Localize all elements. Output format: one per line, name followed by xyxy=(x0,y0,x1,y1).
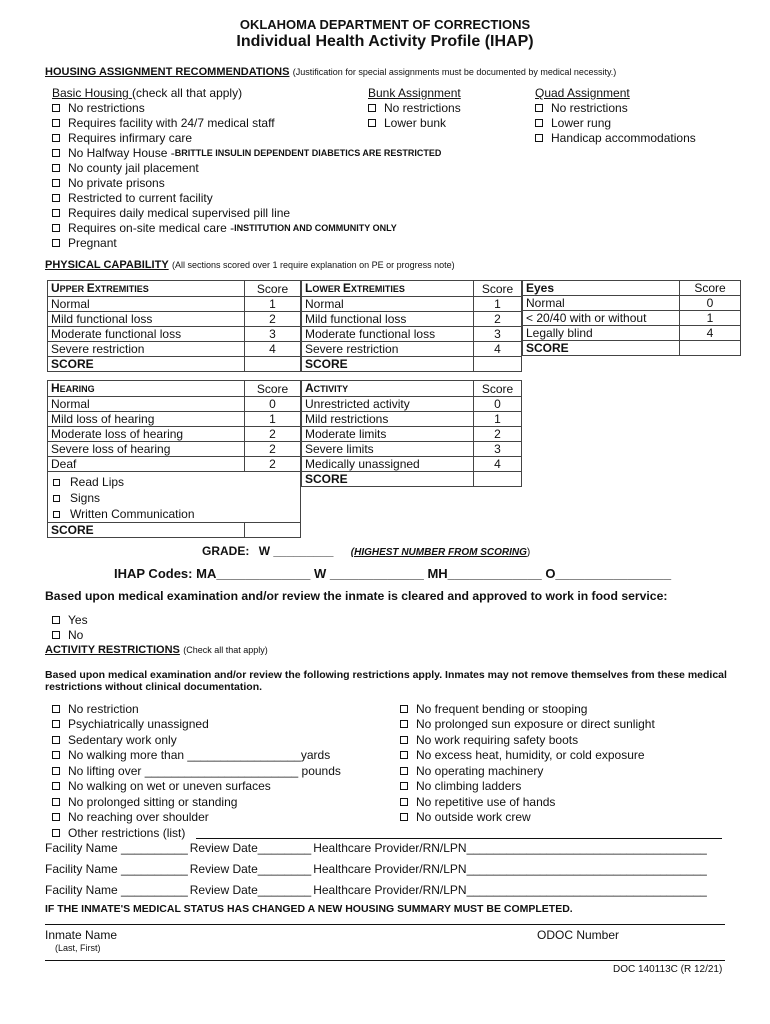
food-service-option xyxy=(52,612,88,627)
activity-row xyxy=(302,457,522,472)
checkbox[interactable] xyxy=(52,104,60,112)
row-score: 2 xyxy=(474,312,522,327)
basic-housing-option xyxy=(52,235,441,250)
checkbox-label: No county jail placement xyxy=(68,160,199,175)
food-service-options xyxy=(52,612,88,642)
checkbox[interactable] xyxy=(400,720,408,728)
hearing-row xyxy=(48,397,301,412)
checkbox-label: No frequent bending or stooping xyxy=(416,701,588,716)
checkbox[interactable] xyxy=(52,720,60,728)
row-score: 4 xyxy=(474,457,522,472)
checkbox[interactable] xyxy=(52,782,60,790)
row-score: 3 xyxy=(474,327,522,342)
bunk-option xyxy=(368,100,461,115)
row-label: Normal xyxy=(48,397,245,412)
checkbox-label: Read Lips xyxy=(70,475,125,489)
upper-score-cell[interactable] xyxy=(245,357,301,372)
checkbox-label: No walking on wet or uneven surfaces xyxy=(68,779,271,794)
restriction-option xyxy=(52,794,341,810)
quad-option xyxy=(535,115,696,130)
score-header: Score xyxy=(474,281,522,297)
checkbox-label: No restrictions xyxy=(384,100,461,115)
checkbox[interactable] xyxy=(535,119,543,127)
row-score: 2 xyxy=(245,442,301,457)
eyes-header: Eyes xyxy=(523,281,680,296)
facility-name-field[interactable]: Facility Name __________ xyxy=(45,841,188,855)
row-score: 2 xyxy=(245,427,301,442)
restrictions-right-list xyxy=(400,701,655,825)
checkbox[interactable] xyxy=(52,705,60,713)
row-label: Moderate loss of hearing xyxy=(48,427,245,442)
row-score: 0 xyxy=(680,296,741,311)
checkbox-label: No restrictions xyxy=(551,100,628,115)
checkbox[interactable] xyxy=(53,511,60,518)
eyes-row xyxy=(523,311,741,326)
checkbox-label: No outside work crew xyxy=(416,810,531,825)
row-score: 1 xyxy=(680,311,741,326)
basic-housing-option xyxy=(52,160,441,175)
score-header: Score xyxy=(245,281,301,297)
checkbox-note: INSTITUTION AND COMMUNITY ONLY xyxy=(234,222,397,233)
review-row xyxy=(45,883,707,897)
checkbox[interactable] xyxy=(52,224,60,232)
eyes-table xyxy=(522,280,741,356)
checkbox-label: Lower rung xyxy=(551,115,612,130)
row-label: Severe restriction xyxy=(302,342,474,357)
checkbox[interactable] xyxy=(52,798,60,806)
lower-score-cell[interactable] xyxy=(474,357,522,372)
restriction-option xyxy=(400,717,655,733)
basic-housing-option xyxy=(52,190,441,205)
checkbox[interactable] xyxy=(400,767,408,775)
restriction-option xyxy=(52,779,341,795)
review-date-field[interactable]: Review Date________ xyxy=(189,862,312,876)
restriction-option xyxy=(52,717,341,733)
restriction-option xyxy=(400,732,655,748)
checkbox[interactable] xyxy=(52,149,60,157)
inmate-name-label: Inmate Name xyxy=(45,928,118,942)
row-label: Medically unassigned xyxy=(302,457,474,472)
row-label: Mild loss of hearing xyxy=(48,412,245,427)
o-code-field[interactable]: O________________ xyxy=(545,566,672,581)
bunk-option xyxy=(368,115,461,130)
eyes-row xyxy=(523,326,741,341)
housing-note: (Justification for special assignments must be documented by medical necessity.) xyxy=(292,67,617,77)
activity-row xyxy=(302,427,522,442)
checkbox[interactable] xyxy=(52,134,60,142)
checkbox-label: Written Communication xyxy=(70,507,195,521)
activity-header: ACTIVITY xyxy=(302,381,474,397)
row-label: Severe limits xyxy=(302,442,474,457)
row-label: Normal xyxy=(523,296,680,311)
w-code-field[interactable]: W _____________ xyxy=(313,566,424,581)
checkbox[interactable] xyxy=(535,104,543,112)
physical-note: (All sections scored over 1 require explanation on PE or progress note) xyxy=(172,260,455,270)
food-service-option xyxy=(52,627,88,642)
row-score: 4 xyxy=(474,342,522,357)
checkbox-label: Sedentary work only xyxy=(68,732,177,747)
divider xyxy=(45,924,725,925)
checkbox-label: Requires infirmary care xyxy=(68,130,193,145)
checkbox[interactable] xyxy=(400,751,408,759)
facility-name-field[interactable]: Facility Name __________ xyxy=(45,883,188,897)
checkbox-label: Signs xyxy=(70,491,101,505)
row-label: Legally blind xyxy=(523,326,680,341)
row-label: Moderate limits xyxy=(302,427,474,442)
hearing-score-total: SCORE xyxy=(48,523,245,538)
housing-title: HOUSING ASSIGNMENT RECOMMENDATIONS xyxy=(45,66,290,78)
checkbox-label: No restrictions xyxy=(68,100,145,115)
row-score: 3 xyxy=(474,442,522,457)
hearing-score-cell[interactable] xyxy=(245,523,301,538)
grade-line xyxy=(202,544,530,558)
hearing-row xyxy=(48,457,301,472)
row-score: 1 xyxy=(474,412,522,427)
checkbox-label: No private prisons xyxy=(68,175,165,190)
restriction-option xyxy=(400,763,655,779)
checkbox[interactable] xyxy=(52,194,60,202)
row-score: 1 xyxy=(245,412,301,427)
checkbox-label: No excess heat, humidity, or cold exposure xyxy=(416,748,645,763)
activity-row xyxy=(302,397,522,412)
upper-extremities-row xyxy=(48,297,301,312)
upper-extremities-row xyxy=(48,342,301,357)
checkbox-label: No prolonged sun exposure or direct sunlight xyxy=(416,717,655,732)
quad-assignment-list xyxy=(535,100,696,145)
hearing-option xyxy=(51,490,297,506)
review-date-field[interactable]: Review Date________ xyxy=(189,841,312,855)
checkbox[interactable] xyxy=(368,104,376,112)
checkbox[interactable] xyxy=(52,179,60,187)
restriction-option xyxy=(400,779,655,795)
restriction-option xyxy=(52,763,341,779)
quad-option xyxy=(535,130,696,145)
ihap-codes-label: IHAP Codes: xyxy=(114,566,193,581)
checkbox[interactable] xyxy=(52,164,60,172)
quad-assignment-label: Quad Assignment xyxy=(535,86,630,100)
checkbox[interactable] xyxy=(400,798,408,806)
basic-housing-option xyxy=(52,205,441,220)
hearing-option xyxy=(51,506,297,522)
checkbox-label: No operating machinery xyxy=(416,763,544,778)
checkbox-label: Lower bunk xyxy=(384,115,447,130)
lower-extremities-row xyxy=(302,297,522,312)
basic-housing-suffix: (check all that apply) xyxy=(132,86,243,100)
restriction-option xyxy=(52,732,341,748)
checkbox-label: No work requiring safety boots xyxy=(416,732,579,747)
score-header: Score xyxy=(245,381,301,397)
basic-housing-option xyxy=(52,220,441,235)
checkbox-label: Pregnant xyxy=(68,235,117,250)
form-number: DOC 140113C (R 12/21) xyxy=(613,964,723,975)
lower-extremities-row xyxy=(302,312,522,327)
food-service-statement: Based upon medical examination and/or review the inmate is cleared and approved to work in food service: xyxy=(45,589,668,603)
checkbox[interactable] xyxy=(53,479,60,486)
page-title: Individual Health Activity Profile (IHAP) xyxy=(236,33,534,50)
score-header: Score xyxy=(474,381,522,397)
lower-extremities-header: LOWER EXTREMITIES xyxy=(302,281,474,297)
row-score: 2 xyxy=(245,457,301,472)
physical-heading xyxy=(45,257,455,271)
healthcare-provider-field[interactable]: Healthcare Provider/RN/LPN____________________________________ xyxy=(313,862,707,876)
row-label: Severe restriction xyxy=(48,342,245,357)
ihap-codes xyxy=(114,566,671,581)
hearing-table xyxy=(47,380,301,538)
basic-housing-option xyxy=(52,145,441,160)
hearing-row xyxy=(48,412,301,427)
eyes-score-total: SCORE xyxy=(523,341,680,356)
upper-extremities-row xyxy=(48,327,301,342)
mh-code-field[interactable]: MH_____________ xyxy=(427,566,542,581)
activity-restrictions-intro: Based upon medical examination and/or review the following restrictions apply. Inmates may not remove themselves from these medical restrictions without clinical documentation. xyxy=(45,669,727,693)
row-score: 2 xyxy=(474,427,522,442)
activity-score-total: SCORE xyxy=(302,472,474,487)
eyes-score-cell[interactable] xyxy=(680,341,741,356)
checkbox-label: No restriction xyxy=(68,701,139,716)
checkbox-label: Restricted to current facility xyxy=(68,190,213,205)
row-score: 1 xyxy=(474,297,522,312)
checkbox[interactable] xyxy=(52,616,60,624)
checkbox[interactable] xyxy=(400,736,408,744)
row-label: Moderate functional loss xyxy=(302,327,474,342)
restrictions-left-list xyxy=(52,701,341,841)
activity-row xyxy=(302,412,522,427)
checkbox-label: No Halfway House - xyxy=(68,145,175,160)
activity-restrictions-heading xyxy=(45,642,268,656)
divider xyxy=(45,960,725,961)
housing-summary-notice: IF THE INMATE'S MEDICAL STATUS HAS CHANGED A NEW HOUSING SUMMARY MUST BE COMPLETED. xyxy=(45,903,573,915)
checkbox-label: Requires on-site medical care - xyxy=(68,220,235,235)
hearing-options xyxy=(48,472,301,523)
lower-extremities-row xyxy=(302,342,522,357)
physical-title: PHYSICAL CAPABILITY xyxy=(45,259,169,271)
housing-heading xyxy=(45,64,616,78)
basic-housing-title: Basic Housing xyxy=(52,86,133,100)
lower-extremities-table xyxy=(301,280,522,372)
checkbox[interactable] xyxy=(535,134,543,142)
checkbox[interactable] xyxy=(52,751,60,759)
row-score: 2 xyxy=(245,312,301,327)
checkbox[interactable] xyxy=(52,736,60,744)
row-label: Moderate functional loss xyxy=(48,327,245,342)
row-label: Unrestricted activity xyxy=(302,397,474,412)
restriction-option xyxy=(52,748,341,764)
activity-row xyxy=(302,442,522,457)
checkbox[interactable] xyxy=(400,813,408,821)
bunk-assignment-label: Bunk Assignment xyxy=(368,86,461,100)
checkbox[interactable] xyxy=(400,705,408,713)
hearing-row xyxy=(48,442,301,457)
upper-extremities-header: UPPER EXTREMITIES xyxy=(48,281,245,297)
healthcare-provider-field[interactable]: Healthcare Provider/RN/LPN____________________________________ xyxy=(313,883,707,897)
checkbox-label: No prolonged sitting or standing xyxy=(68,794,238,809)
row-score: 0 xyxy=(245,397,301,412)
grade-label: GRADE: xyxy=(202,544,250,558)
row-label: Mild functional loss xyxy=(302,312,474,327)
row-label: Normal xyxy=(48,297,245,312)
review-row xyxy=(45,862,707,876)
basic-housing-option xyxy=(52,175,441,190)
upper-extremities-row xyxy=(48,312,301,327)
row-score: 0 xyxy=(474,397,522,412)
checkbox-label: No climbing ladders xyxy=(416,779,522,794)
checkbox[interactable] xyxy=(52,631,60,639)
bunk-assignment-list xyxy=(368,100,461,130)
row-label: Severe loss of hearing xyxy=(48,442,245,457)
checkbox-label: No reaching over shoulder xyxy=(68,810,209,825)
checkbox-label: No lifting over _______________________ pounds xyxy=(68,763,341,778)
restriction-option xyxy=(52,701,341,717)
checkbox-label: No xyxy=(68,627,84,642)
lower-score-total: SCORE xyxy=(302,357,474,372)
upper-score-total: SCORE xyxy=(48,357,245,372)
checkbox-label: No repetitive use of hands xyxy=(416,794,556,809)
review-row xyxy=(45,841,707,855)
checkbox[interactable] xyxy=(368,119,376,127)
facility-name-field[interactable]: Facility Name __________ xyxy=(45,862,188,876)
checkbox-label: Yes xyxy=(68,612,88,627)
restriction-option xyxy=(400,748,655,764)
row-score: 4 xyxy=(245,342,301,357)
activity-restrictions-note: (Check all that apply) xyxy=(183,645,268,655)
hearing-header: HEARING xyxy=(48,381,245,397)
activity-restrictions-title: ACTIVITY RESTRICTIONS xyxy=(45,644,180,656)
eyes-row xyxy=(523,296,741,311)
checkbox[interactable] xyxy=(52,209,60,217)
restriction-option xyxy=(52,810,341,826)
hearing-option xyxy=(51,474,297,490)
basic-housing-option xyxy=(52,130,441,145)
restriction-option xyxy=(400,810,655,826)
row-score: 1 xyxy=(245,297,301,312)
restriction-option xyxy=(400,701,655,717)
ma-code-field[interactable]: MA_____________ xyxy=(196,566,311,581)
grade-note-paren: ) xyxy=(526,547,531,558)
score-header: Score xyxy=(680,281,741,296)
row-score: 3 xyxy=(245,327,301,342)
row-score: 4 xyxy=(680,326,741,341)
checkbox-label: Requires facility with 24/7 medical staff xyxy=(68,115,275,130)
row-label: Mild functional loss xyxy=(48,312,245,327)
grade-note: (HIGHEST NUMBER FROM SCORING xyxy=(350,547,527,558)
checkbox-label: Handicap accommodations xyxy=(551,130,696,145)
checkbox[interactable] xyxy=(52,119,60,127)
row-label: Deaf xyxy=(48,457,245,472)
checkbox-label: Psychiatrically unassigned xyxy=(68,717,209,732)
checkbox-label: Requires daily medical supervised pill line xyxy=(68,205,291,220)
checkbox-note: BRITTLE INSULIN DEPENDENT DIABETICS ARE RESTRICTED xyxy=(174,147,442,158)
checkbox[interactable] xyxy=(52,829,60,837)
checkbox[interactable] xyxy=(52,239,60,247)
checkbox[interactable] xyxy=(400,782,408,790)
restriction-option xyxy=(400,794,655,810)
activity-table xyxy=(301,380,522,487)
upper-extremities-table xyxy=(47,280,301,372)
row-label: Mild restrictions xyxy=(302,412,474,427)
odoc-number-label: ODOC Number xyxy=(537,928,620,942)
row-label: < 20/40 with or without xyxy=(523,311,680,326)
basic-housing-label xyxy=(52,86,242,100)
quad-option xyxy=(535,100,696,115)
grade-field[interactable]: W _________ xyxy=(258,544,334,558)
lower-extremities-row xyxy=(302,327,522,342)
review-date-field[interactable]: Review Date________ xyxy=(189,883,312,897)
checkbox-label: Other restrictions (list) xyxy=(68,825,186,840)
activity-score-cell[interactable] xyxy=(474,472,522,487)
checkbox[interactable] xyxy=(52,813,60,821)
checkbox[interactable] xyxy=(52,767,60,775)
checkbox-label: No walking more than _________________yards xyxy=(68,748,331,763)
hearing-row xyxy=(48,427,301,442)
agency-name: OKLAHOMA DEPARTMENT OF CORRECTIONS xyxy=(239,17,531,32)
healthcare-provider-field[interactable]: Healthcare Provider/RN/LPN____________________________________ xyxy=(313,841,707,855)
last-first-label: (Last, First) xyxy=(55,943,101,953)
checkbox[interactable] xyxy=(53,495,60,502)
row-label: Normal xyxy=(302,297,474,312)
other-restrictions-line[interactable] xyxy=(196,838,722,839)
